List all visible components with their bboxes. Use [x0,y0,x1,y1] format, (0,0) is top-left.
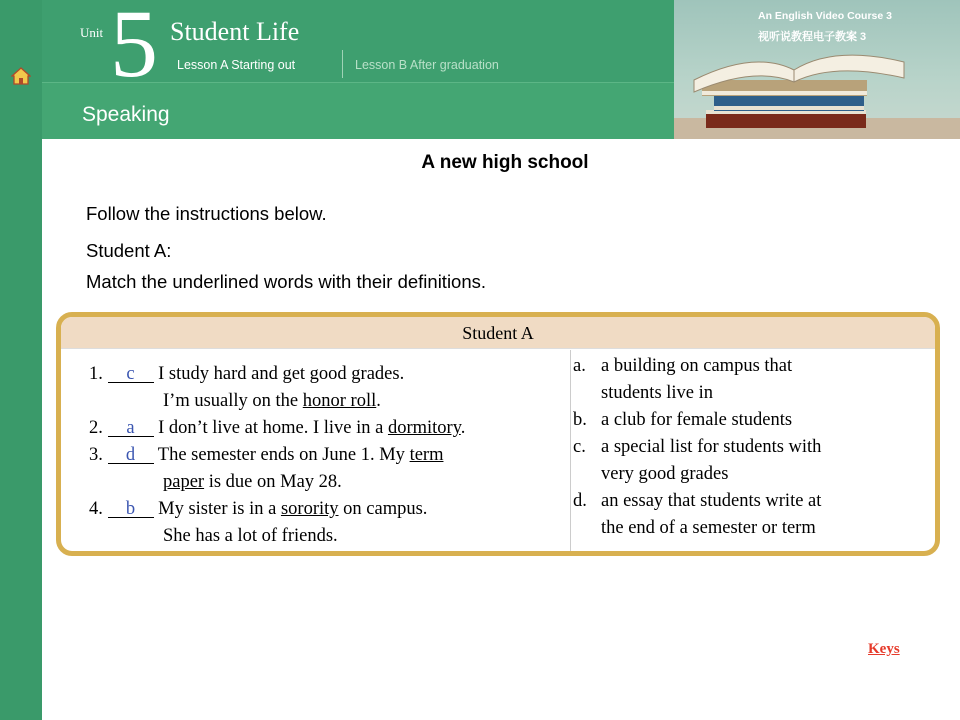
term-sorority: sorority [280,499,339,519]
definition-d-line-2: the end of a semester or term [601,518,816,538]
question-3: 3. d The semester ends on June 1. My term [89,445,444,465]
definition-b: b. a club for female students [573,410,793,430]
question-2: 2. a I don’t live at home. I live in a dormitory. [89,418,466,438]
home-icon[interactable] [11,67,31,85]
term-honor-roll: honor roll [302,391,377,411]
keys-link[interactable]: Keys [868,641,900,657]
section-title: Speaking [82,103,170,126]
definition-d: d. an essay that students write at [573,491,822,511]
answer-blank[interactable]: c [108,366,154,383]
exercise-header [61,317,935,349]
answer-blank[interactable]: a [108,420,154,437]
tab-lesson-b[interactable]: Lesson B After graduation [355,58,499,72]
answer-blank[interactable]: d [108,447,154,464]
column-divider [570,350,571,556]
question-3-line-2: paper is due on May 28. [163,472,342,492]
student-label: Student A: [86,240,172,261]
page-title: A new high school [421,152,589,173]
question-4-line-2: She has a lot of friends. [163,526,338,546]
unit-label: Unit [80,25,104,40]
unit-number: 5 [110,0,158,97]
course-title-en: An English Video Course 3 [758,10,892,22]
term-paper: paper [163,472,205,492]
left-sidebar [0,0,42,720]
exercise-title: Student A [462,323,534,343]
definition-a: a. a building on campus that [573,356,793,376]
question-4: 4. b My sister is in a sorority on campus. [89,499,428,519]
tab-divider [342,50,343,78]
definition-c-line-2: very good grades [601,464,729,484]
answer-blank[interactable]: b [108,501,154,518]
exercise-box [56,312,940,556]
term-dormitory: dormitory [387,418,461,438]
instruction-text: Follow the instructions below. [86,203,327,224]
term-term: term [409,445,444,465]
task-text: Match the underlined words with their definitions. [86,271,487,292]
definition-c: c. a special list for students with [573,437,822,457]
question-1-line-2: I’m usually on the honor roll. [163,391,381,411]
tab-lesson-a[interactable]: Lesson A Starting out [177,58,296,72]
definition-a-line-2: students live in [601,383,714,403]
question-1: 1. c I study hard and get good grades. [89,364,405,384]
course-title-cn: 视听说教程电子教案 3 [758,31,867,43]
unit-title: Student Life [170,17,300,46]
